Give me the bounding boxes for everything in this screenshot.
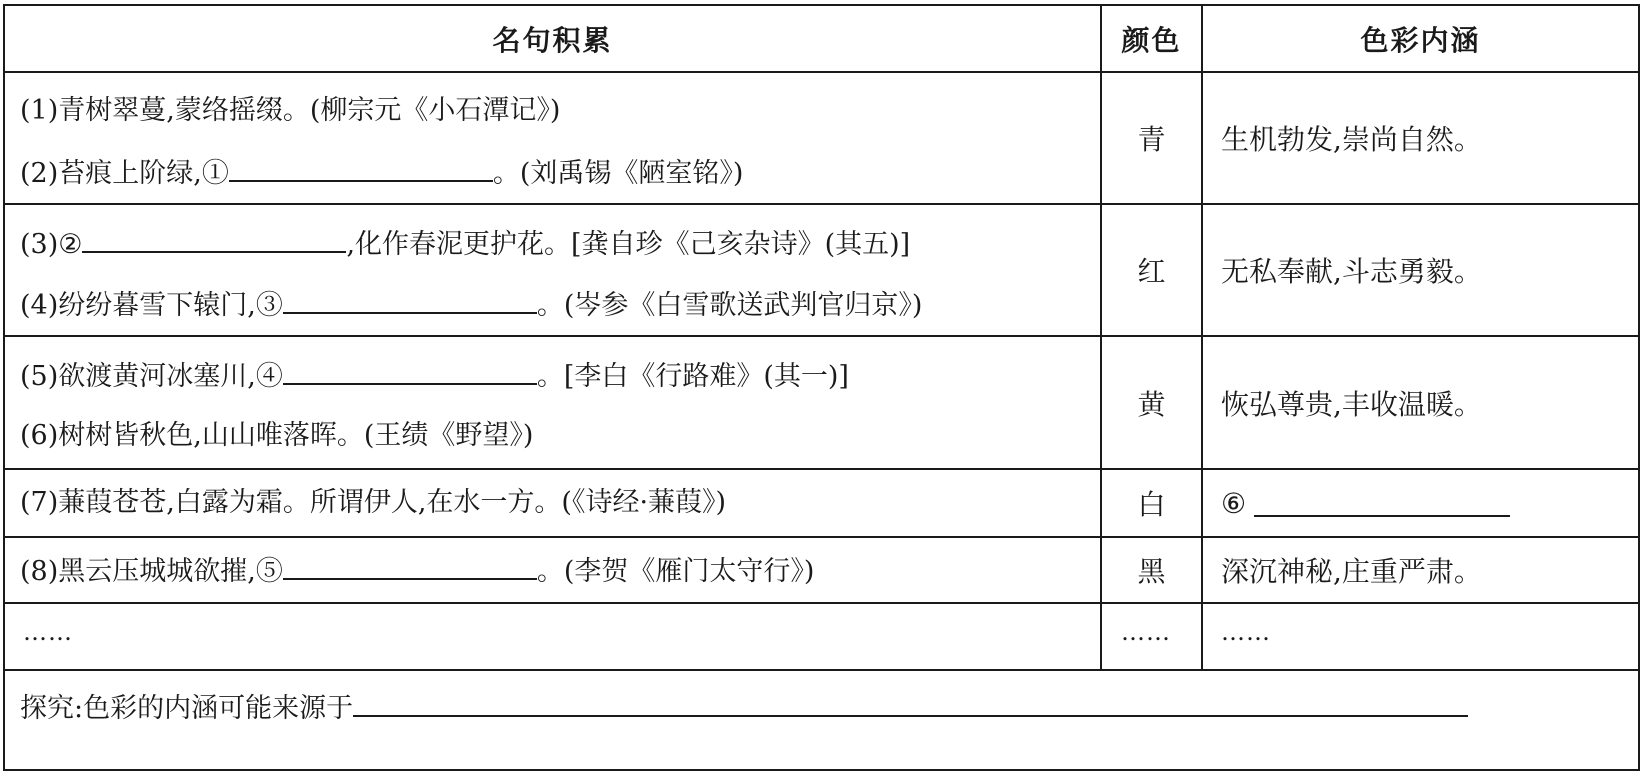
header-quotes: 名句积累: [492, 23, 613, 57]
quote-line-5: [20, 357, 849, 393]
meaning-cell-hei: 深沉神秘,庄重严肃。: [1221, 555, 1482, 588]
color-cell-huang: 黄: [1137, 387, 1166, 421]
worksheet-table: [3, 4, 1640, 771]
header-meaning: 色彩内涵: [1360, 23, 1481, 57]
quote-line-3-text: (3)②: [20, 229, 83, 260]
meaning-cell-qing: 生机勃发,崇尚自然。: [1221, 123, 1482, 156]
answer-blank-4[interactable]: [283, 357, 537, 385]
quote-line-7-text: (7)蒹葭苍苍,白露为霜。所谓伊人,在水一方。(《诗经·蒹葭》): [20, 487, 727, 518]
answer-blank-1[interactable]: [229, 154, 493, 182]
quote-line-5-source: 。[李白《行路难》(其一)]: [536, 361, 849, 392]
meaning-cell-bai-marker: ⑥: [1221, 486, 1247, 520]
quote-line-2-text: (2)苔痕上阶绿,①: [20, 158, 229, 189]
ellipsis-color: ……: [1121, 618, 1171, 646]
row-divider-5: [5, 602, 1638, 604]
answer-blank-2[interactable]: [82, 225, 346, 253]
inquiry-answer-blank[interactable]: [353, 689, 1468, 717]
color-cell-bai: 白: [1137, 488, 1166, 521]
answer-blank-6[interactable]: [1254, 489, 1510, 517]
meaning-cell-hong: 无私奉献,斗志勇毅。: [1221, 255, 1482, 288]
quote-line-5-text: (5)欲渡黄河冰塞川,④: [20, 361, 283, 392]
ellipsis-meaning: ……: [1221, 618, 1271, 646]
quote-line-8-source: 。(李贺《雁门太守行》): [536, 556, 815, 587]
inquiry-prompt: [20, 689, 1468, 727]
meaning-cell-huang: 恢弘尊贵,丰收温暖。: [1221, 387, 1482, 421]
inquiry-label: 探究:色彩的内涵可能来源于: [20, 693, 354, 724]
quote-line-3: [20, 225, 910, 261]
quote-line-3-source: ,化作春泥更护花。[龚自珍《己亥杂诗》(其五)]: [346, 229, 911, 260]
quote-line-2: [20, 154, 743, 190]
quote-line-7: [20, 485, 726, 521]
quote-line-6: [20, 418, 533, 454]
quote-line-4-source: 。(岑参《白雪歌送武判官归京》): [536, 290, 923, 321]
quote-line-4: [20, 286, 922, 322]
ellipsis-quotes: ……: [23, 618, 73, 646]
meaning-cell-bai: [1203, 470, 1638, 536]
row-divider-6: [5, 669, 1638, 671]
quote-line-1: [20, 93, 560, 129]
answer-blank-3[interactable]: [283, 286, 537, 314]
header-color: 颜色: [1121, 23, 1182, 57]
color-cell-hong: 红: [1137, 255, 1166, 288]
quote-line-4-text: (4)纷纷暮雪下辕门,③: [20, 290, 283, 321]
quote-line-8: [20, 552, 814, 588]
answer-blank-5[interactable]: [283, 552, 537, 580]
quote-line-8-text: (8)黑云压城城欲摧,⑤: [20, 556, 283, 587]
color-cell-hei: 黑: [1137, 555, 1166, 588]
color-cell-qing: 青: [1137, 123, 1166, 156]
quote-line-2-source: 。(刘禹锡《陋室铭》): [492, 158, 744, 189]
quote-line-1-text: (1)青树翠蔓,蒙络摇缀。(柳宗元《小石潭记》): [20, 95, 561, 126]
quote-line-6-text: (6)树树皆秋色,山山唯落晖。(王绩《野望》): [20, 420, 534, 451]
